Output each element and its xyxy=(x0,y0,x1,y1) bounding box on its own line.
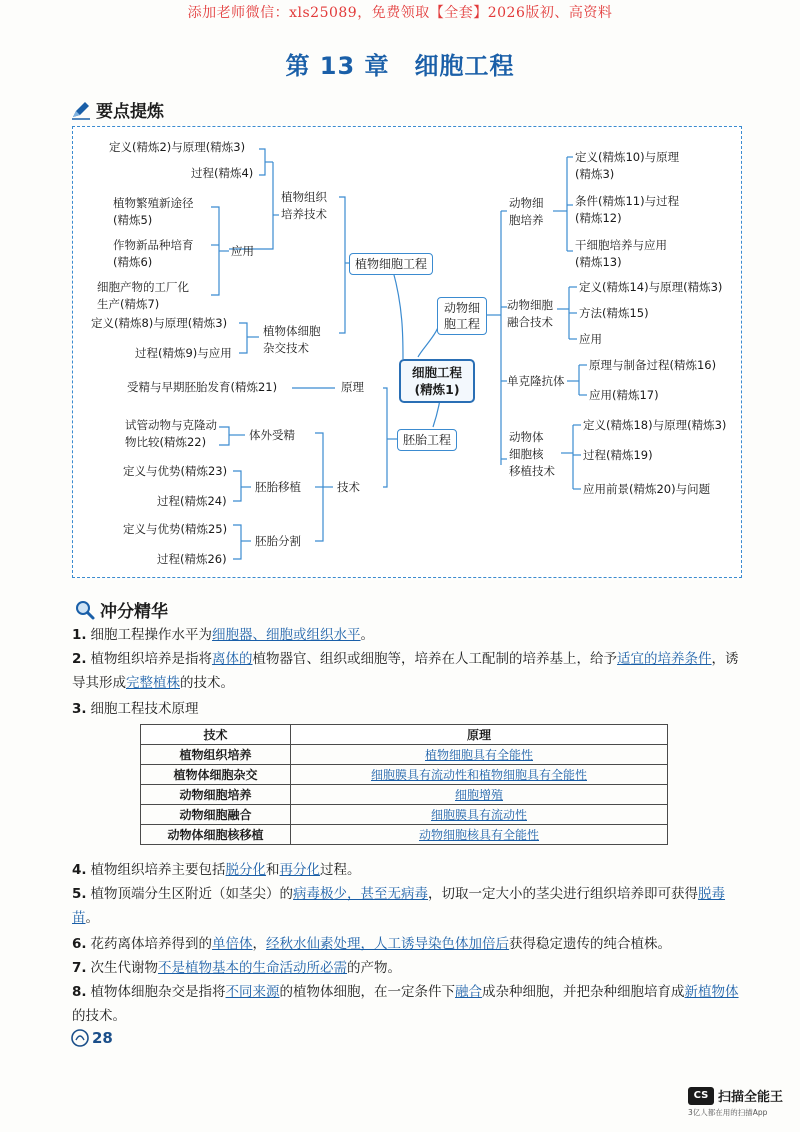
table-row xyxy=(141,805,668,825)
ivf-node: 体外受精 xyxy=(249,428,295,442)
table-cell-technique: 植物体细胞杂交 xyxy=(141,765,291,785)
fusion-application: 应用 xyxy=(579,332,602,346)
app-industrial-production: 细胞产物的工厂化 生产(精炼7) xyxy=(97,280,189,311)
point-6: 6. 花药离体培养得到的单倍体，经秋水仙素处理，人工诱导染色体加倍后获得稳定遗传的纯合植株。 xyxy=(72,936,672,952)
section-highlights-title: 冲分精华 xyxy=(100,602,168,622)
tc-application: 应用 xyxy=(231,244,254,258)
table-cell-technique: 动物细胞融合 xyxy=(141,805,291,825)
embryo-engineering-node: 胚胎工程 xyxy=(397,429,457,451)
culture-conditions: 条件(精炼11)与过程 (精炼12) xyxy=(575,194,680,225)
point-1: 1. 细胞工程操作水平为细胞器、细胞或组织水平。 xyxy=(72,627,375,643)
table-row xyxy=(141,765,668,785)
watermark-text: 添加老师微信：xls25089，免费领取【全套】2026版初、高资料 xyxy=(187,5,613,21)
page-number xyxy=(70,1028,113,1048)
scanner-name: 扫描全能王 xyxy=(718,1090,784,1105)
technique-principle-table xyxy=(140,724,668,845)
point-7: 7. 次生代谢物不是植物基本的生命活动所必需的产物。 xyxy=(72,960,402,976)
split-process: 过程(精炼26) xyxy=(157,552,227,566)
mab-application: 应用(精炼17) xyxy=(589,388,659,402)
cell-engineering-center-node: 细胞工程 (精炼1) xyxy=(399,359,475,403)
tc-process: 过程(精炼4) xyxy=(191,166,254,180)
plant-cell-engineering-node: 植物细胞工程 xyxy=(349,253,433,275)
hybrid-node: 植物体细胞 杂交技术 xyxy=(263,324,321,355)
table-row xyxy=(141,825,668,845)
mab-node: 单克隆抗体 xyxy=(507,374,565,388)
point-5: 5. 植物顶端分生区附近（如茎尖）的病毒极少，甚至无病毒，切取一定大小的茎尖进行组织培养即可获得脱毒苗。 xyxy=(72,886,726,926)
nt-process: 过程(精炼19) xyxy=(583,448,653,462)
table-cell-principle: 细胞膜具有流动性和植物细胞具有全能性 xyxy=(291,765,668,785)
mab-principle: 原理与制备过程(精炼16) xyxy=(589,358,717,372)
table-cell-principle: 细胞增殖 xyxy=(291,785,668,805)
app-new-propagation: 植物繁殖新途径 (精炼5) xyxy=(113,196,194,227)
table-cell-principle: 细胞膜具有流动性 xyxy=(291,805,668,825)
fusion-node: 动物细胞 融合技术 xyxy=(507,298,553,329)
transfer-node: 胚胎移植 xyxy=(255,480,301,494)
transfer-definition: 定义与优势(精炼23) xyxy=(123,464,228,478)
table-cell-technique: 动物细胞培养 xyxy=(141,785,291,805)
table-row xyxy=(141,745,668,765)
table-row xyxy=(141,785,668,805)
split-definition: 定义与优势(精炼25) xyxy=(123,522,228,536)
ivf-detail: 试管动物与克隆动 物比较(精炼22) xyxy=(125,418,217,449)
culture-definition: 定义(精炼10)与原理 (精炼3) xyxy=(575,150,680,181)
embryo-principle: 原理 xyxy=(341,380,364,394)
pen-icon xyxy=(70,99,92,121)
page-badge-icon xyxy=(70,1028,90,1048)
section-key-points-title: 要点提炼 xyxy=(96,102,164,122)
page-number-text: 28 xyxy=(92,1029,113,1047)
hybrid-process: 过程(精炼9)与应用 xyxy=(135,346,232,360)
magnifier-icon xyxy=(74,599,96,621)
table-header-technique: 技术 xyxy=(141,725,291,745)
table-cell-principle: 动物细胞核具有全能性 xyxy=(291,825,668,845)
animal-culture-node: 动物细 胞培养 xyxy=(509,196,544,227)
mindmap-panel xyxy=(72,126,742,578)
scanner-logo-icon: CS xyxy=(688,1087,714,1105)
table-cell-technique: 植物组织培养 xyxy=(141,745,291,765)
tissue-culture-node: 植物组织 培养技术 xyxy=(281,190,327,221)
culture-stem-cells: 干细胞培养与应用 (精炼13) xyxy=(575,238,667,269)
fusion-method: 方法(精炼15) xyxy=(579,306,649,320)
split-node: 胚胎分割 xyxy=(255,534,301,548)
scanner-watermark xyxy=(688,1086,783,1118)
tc-definition: 定义(精炼2)与原理(精炼3) xyxy=(109,140,246,154)
animal-cell-engineering-node: 动物细 胞工程 xyxy=(437,297,487,335)
scanner-tagline: 3亿人都在用的扫描App xyxy=(688,1108,768,1117)
nuclear-transfer-node: 动物体 细胞核 移植技术 xyxy=(509,430,555,478)
point-3: 3. 细胞工程技术原理 xyxy=(72,701,199,717)
embryo-principle-detail: 受精与早期胚胎发育(精炼21) xyxy=(127,380,278,394)
app-new-variety: 作物新品种培育 (精炼6) xyxy=(113,238,194,269)
section-key-points-header xyxy=(70,97,164,122)
embryo-tech: 技术 xyxy=(337,480,360,494)
hybrid-definition: 定义(精炼8)与原理(精炼3) xyxy=(91,316,228,330)
table-header-principle: 原理 xyxy=(291,725,668,745)
nt-application: 应用前景(精炼20)与问题 xyxy=(583,482,711,496)
transfer-process: 过程(精炼24) xyxy=(157,494,227,508)
section-highlights-header xyxy=(74,597,168,622)
point-8: 8. 植物体细胞杂交是指将不同来源的植物体细胞，在一定条件下融合成杂种细胞，并把杂种细胞培育成新植物体的技术。 xyxy=(72,984,739,1024)
nt-definition: 定义(精炼18)与原理(精炼3) xyxy=(583,418,727,432)
chapter-title: 第 13 章 细胞工程 xyxy=(285,52,515,80)
point-4: 4. 植物组织培养主要包括脱分化和再分化过程。 xyxy=(72,862,361,878)
point-2: 2. 植物组织培养是指将离体的植物器官、组织或细胞等，培养在人工配制的培养基上，给予适宜的培养条件，诱导其形成完整植株的技术。 xyxy=(72,651,739,691)
table-cell-principle: 植物细胞具有全能性 xyxy=(291,745,668,765)
table-cell-technique: 动物体细胞核移植 xyxy=(141,825,291,845)
fusion-definition: 定义(精炼14)与原理(精炼3) xyxy=(579,280,723,294)
table-header-row xyxy=(141,725,668,745)
